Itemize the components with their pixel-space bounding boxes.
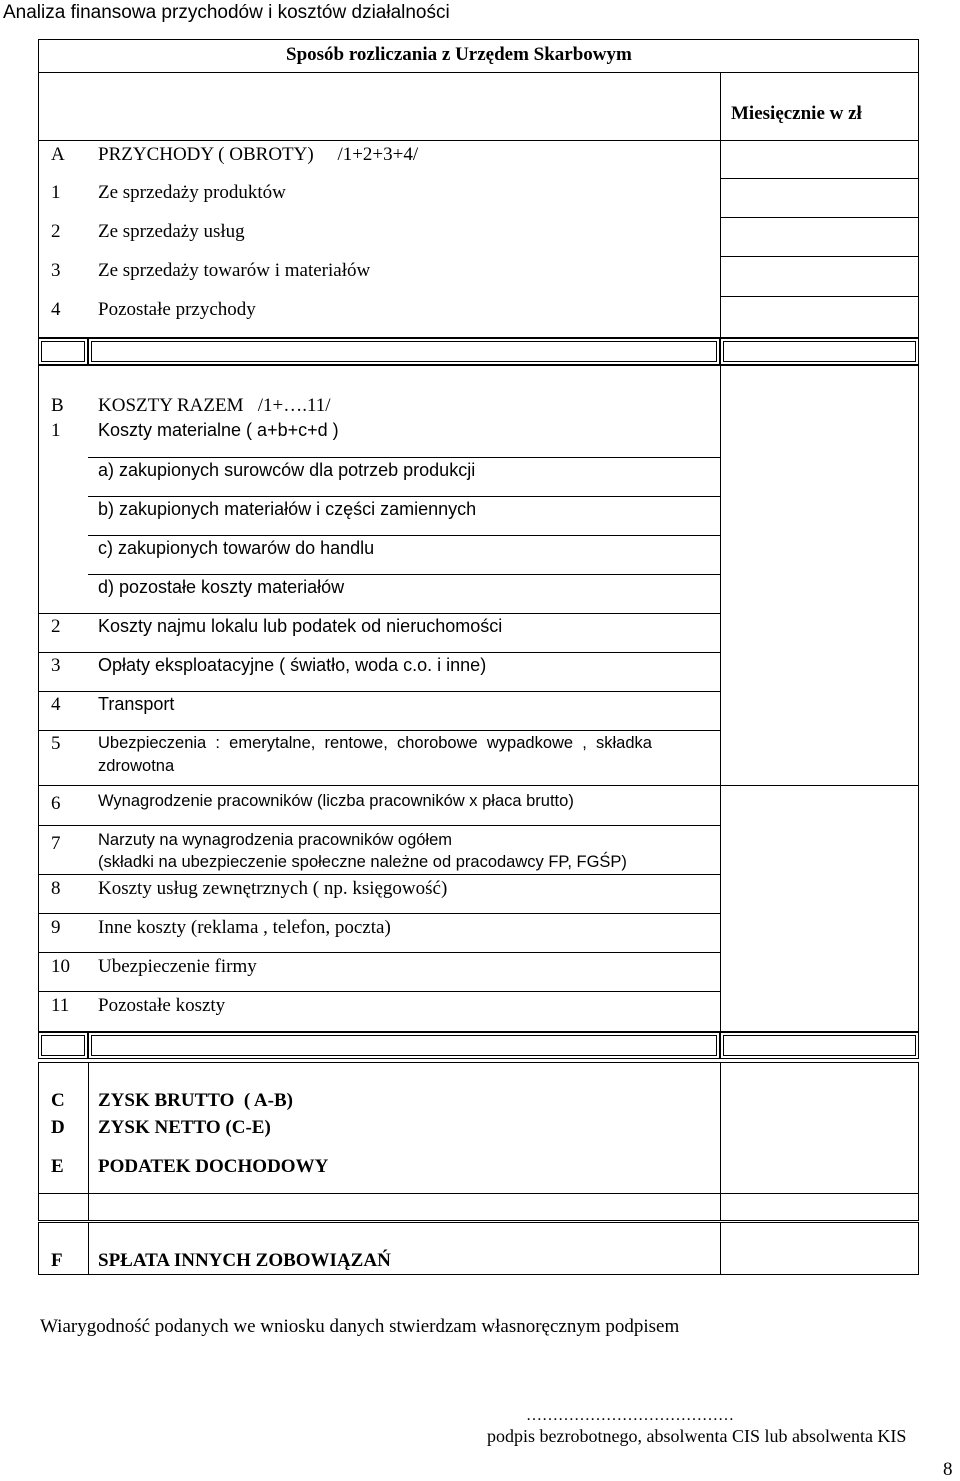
divider: [88, 1062, 89, 1221]
divider: [38, 730, 720, 731]
spacer-cell: [38, 338, 88, 365]
revenue-title: PRZYCHODY ( OBROTY) /1+2+3+4/: [98, 144, 419, 165]
net-profit-label: ZYSK NETTO (C-E): [98, 1117, 271, 1138]
summary-letter: C: [51, 1090, 65, 1111]
page-title: Analiza finansowa przychodów i kosztów działalności: [3, 2, 450, 23]
divider: [38, 691, 720, 692]
settlement-header: Sposób rozliczania z Urzędem Skarbowym: [286, 44, 632, 65]
divider: [88, 574, 720, 575]
cost-item-label: Koszty materialne ( a+b+c+d ): [98, 420, 339, 440]
divider: [88, 457, 720, 458]
revenue-item-label: Ze sprzedaży towarów i materiałów: [98, 260, 371, 281]
divider: [720, 256, 919, 257]
cost-item-label: Transport: [98, 694, 175, 714]
summary-letter: D: [51, 1117, 65, 1138]
divider: [720, 217, 919, 218]
cost-item-num: 1: [51, 420, 61, 441]
revenue-item-label: Ze sprzedaży usług: [98, 221, 245, 242]
divider: [38, 952, 720, 953]
divider: [38, 785, 720, 786]
cost-item-num: 3: [51, 655, 61, 676]
revenue-item-num: 2: [51, 221, 61, 242]
monthly-header: Miesięcznie w zł: [731, 103, 862, 124]
cost-item-label: Wynagrodzenie pracowników (liczba pracowników x płaca brutto): [98, 792, 574, 810]
divider: [88, 1222, 89, 1275]
cost-subitem: a) zakupionych surowców dla potrzeb produkcji: [98, 460, 476, 480]
cost-item-num: 6: [51, 793, 61, 814]
cost-item-num: 10: [51, 956, 70, 977]
income-tax-label: PODATEK DOCHODOWY: [98, 1156, 329, 1177]
cost-item-label: Pozostałe koszty: [98, 995, 226, 1016]
cost-item-label: Ubezpieczenia : emerytalne, rentowe, chorobowe wypadkowe , składka: [98, 734, 652, 752]
summary-letter: E: [51, 1156, 64, 1177]
revenue-letter: A: [51, 144, 65, 165]
cost-item-num: 9: [51, 917, 61, 938]
summary-table: [38, 1062, 919, 1221]
divider: [88, 496, 720, 497]
revenue-item-label: Pozostałe przychody: [98, 299, 256, 320]
spacer-cell: [720, 338, 919, 365]
cost-subitem: b) zakupionych materiałów i części zamiennych: [98, 499, 477, 519]
divider: [38, 874, 720, 875]
cost-item-label: Koszty najmu lokalu lub podatek od nieruchomości: [98, 616, 503, 636]
cost-subitem: d) pozostałe koszty materiałów: [98, 577, 345, 597]
signature-label: podpis bezrobotnego, absolwenta CIS lub absolwenta KIS: [487, 1426, 907, 1446]
cost-item-num: 2: [51, 616, 61, 637]
divider: [720, 1222, 721, 1275]
cost-subitem: c) zakupionych towarów do handlu: [98, 538, 375, 558]
divider: [88, 535, 720, 536]
statement: Wiarygodność podanych we wniosku danych stwierdzam własnoręcznym podpisem: [40, 1316, 680, 1337]
cost-item-num: 4: [51, 694, 61, 715]
page-number: 8: [943, 1459, 953, 1480]
cost-item-label-cont: zdrowotna: [98, 757, 175, 775]
spacer-cell: [88, 1032, 720, 1059]
divider: [720, 178, 919, 179]
cost-item-num: 7: [51, 833, 61, 854]
divider: [38, 72, 919, 73]
spacer-cell: [38, 1032, 88, 1059]
cost-item-num: 5: [51, 733, 61, 754]
divider: [720, 785, 919, 786]
divider: [720, 1062, 721, 1221]
divider: [38, 652, 720, 653]
cost-item-label-cont: (składki na ubezpieczenie społeczne należne od pracodawcy FP, FGŚP): [98, 853, 627, 871]
cost-item-num: 8: [51, 878, 61, 899]
divider: [38, 991, 720, 992]
divider: [38, 1193, 919, 1194]
divider: [720, 365, 721, 1032]
gross-profit-label: ZYSK BRUTTO ( A-B): [98, 1090, 293, 1111]
spacer-cell: [88, 338, 720, 365]
costs-title: KOSZTY RAZEM /1+….11/: [98, 395, 331, 416]
revenue-item-num: 3: [51, 260, 61, 281]
divider: [38, 140, 919, 141]
cost-item-label: Narzuty na wynagrodzenia pracowników ogółem: [98, 831, 453, 849]
divider: [720, 72, 721, 338]
divider: [38, 825, 720, 826]
divider: [38, 913, 720, 914]
cost-item-label: Inne koszty (reklama , telefon, poczta): [98, 917, 391, 938]
repayment-letter: F: [51, 1250, 63, 1271]
revenue-item-num: 4: [51, 299, 61, 320]
costs-letter: B: [51, 395, 64, 416]
cost-item-num: 11: [51, 995, 70, 1016]
cost-item-label: Opłaty eksploatacyjne ( światło, woda c.o. i inne): [98, 655, 487, 675]
divider: [720, 296, 919, 297]
cost-item-label: Koszty usług zewnętrznych ( np. księgowość): [98, 878, 448, 899]
divider: [38, 613, 720, 614]
revenue-item-num: 1: [51, 182, 61, 203]
signature-line: …………………………………: [526, 1407, 734, 1424]
repayment-label: SPŁATA INNYCH ZOBOWIĄZAŃ: [98, 1250, 391, 1271]
cost-item-label: Ubezpieczenie firmy: [98, 956, 257, 977]
revenue-item-label: Ze sprzedaży produktów: [98, 182, 286, 203]
spacer-cell: [720, 1032, 919, 1059]
